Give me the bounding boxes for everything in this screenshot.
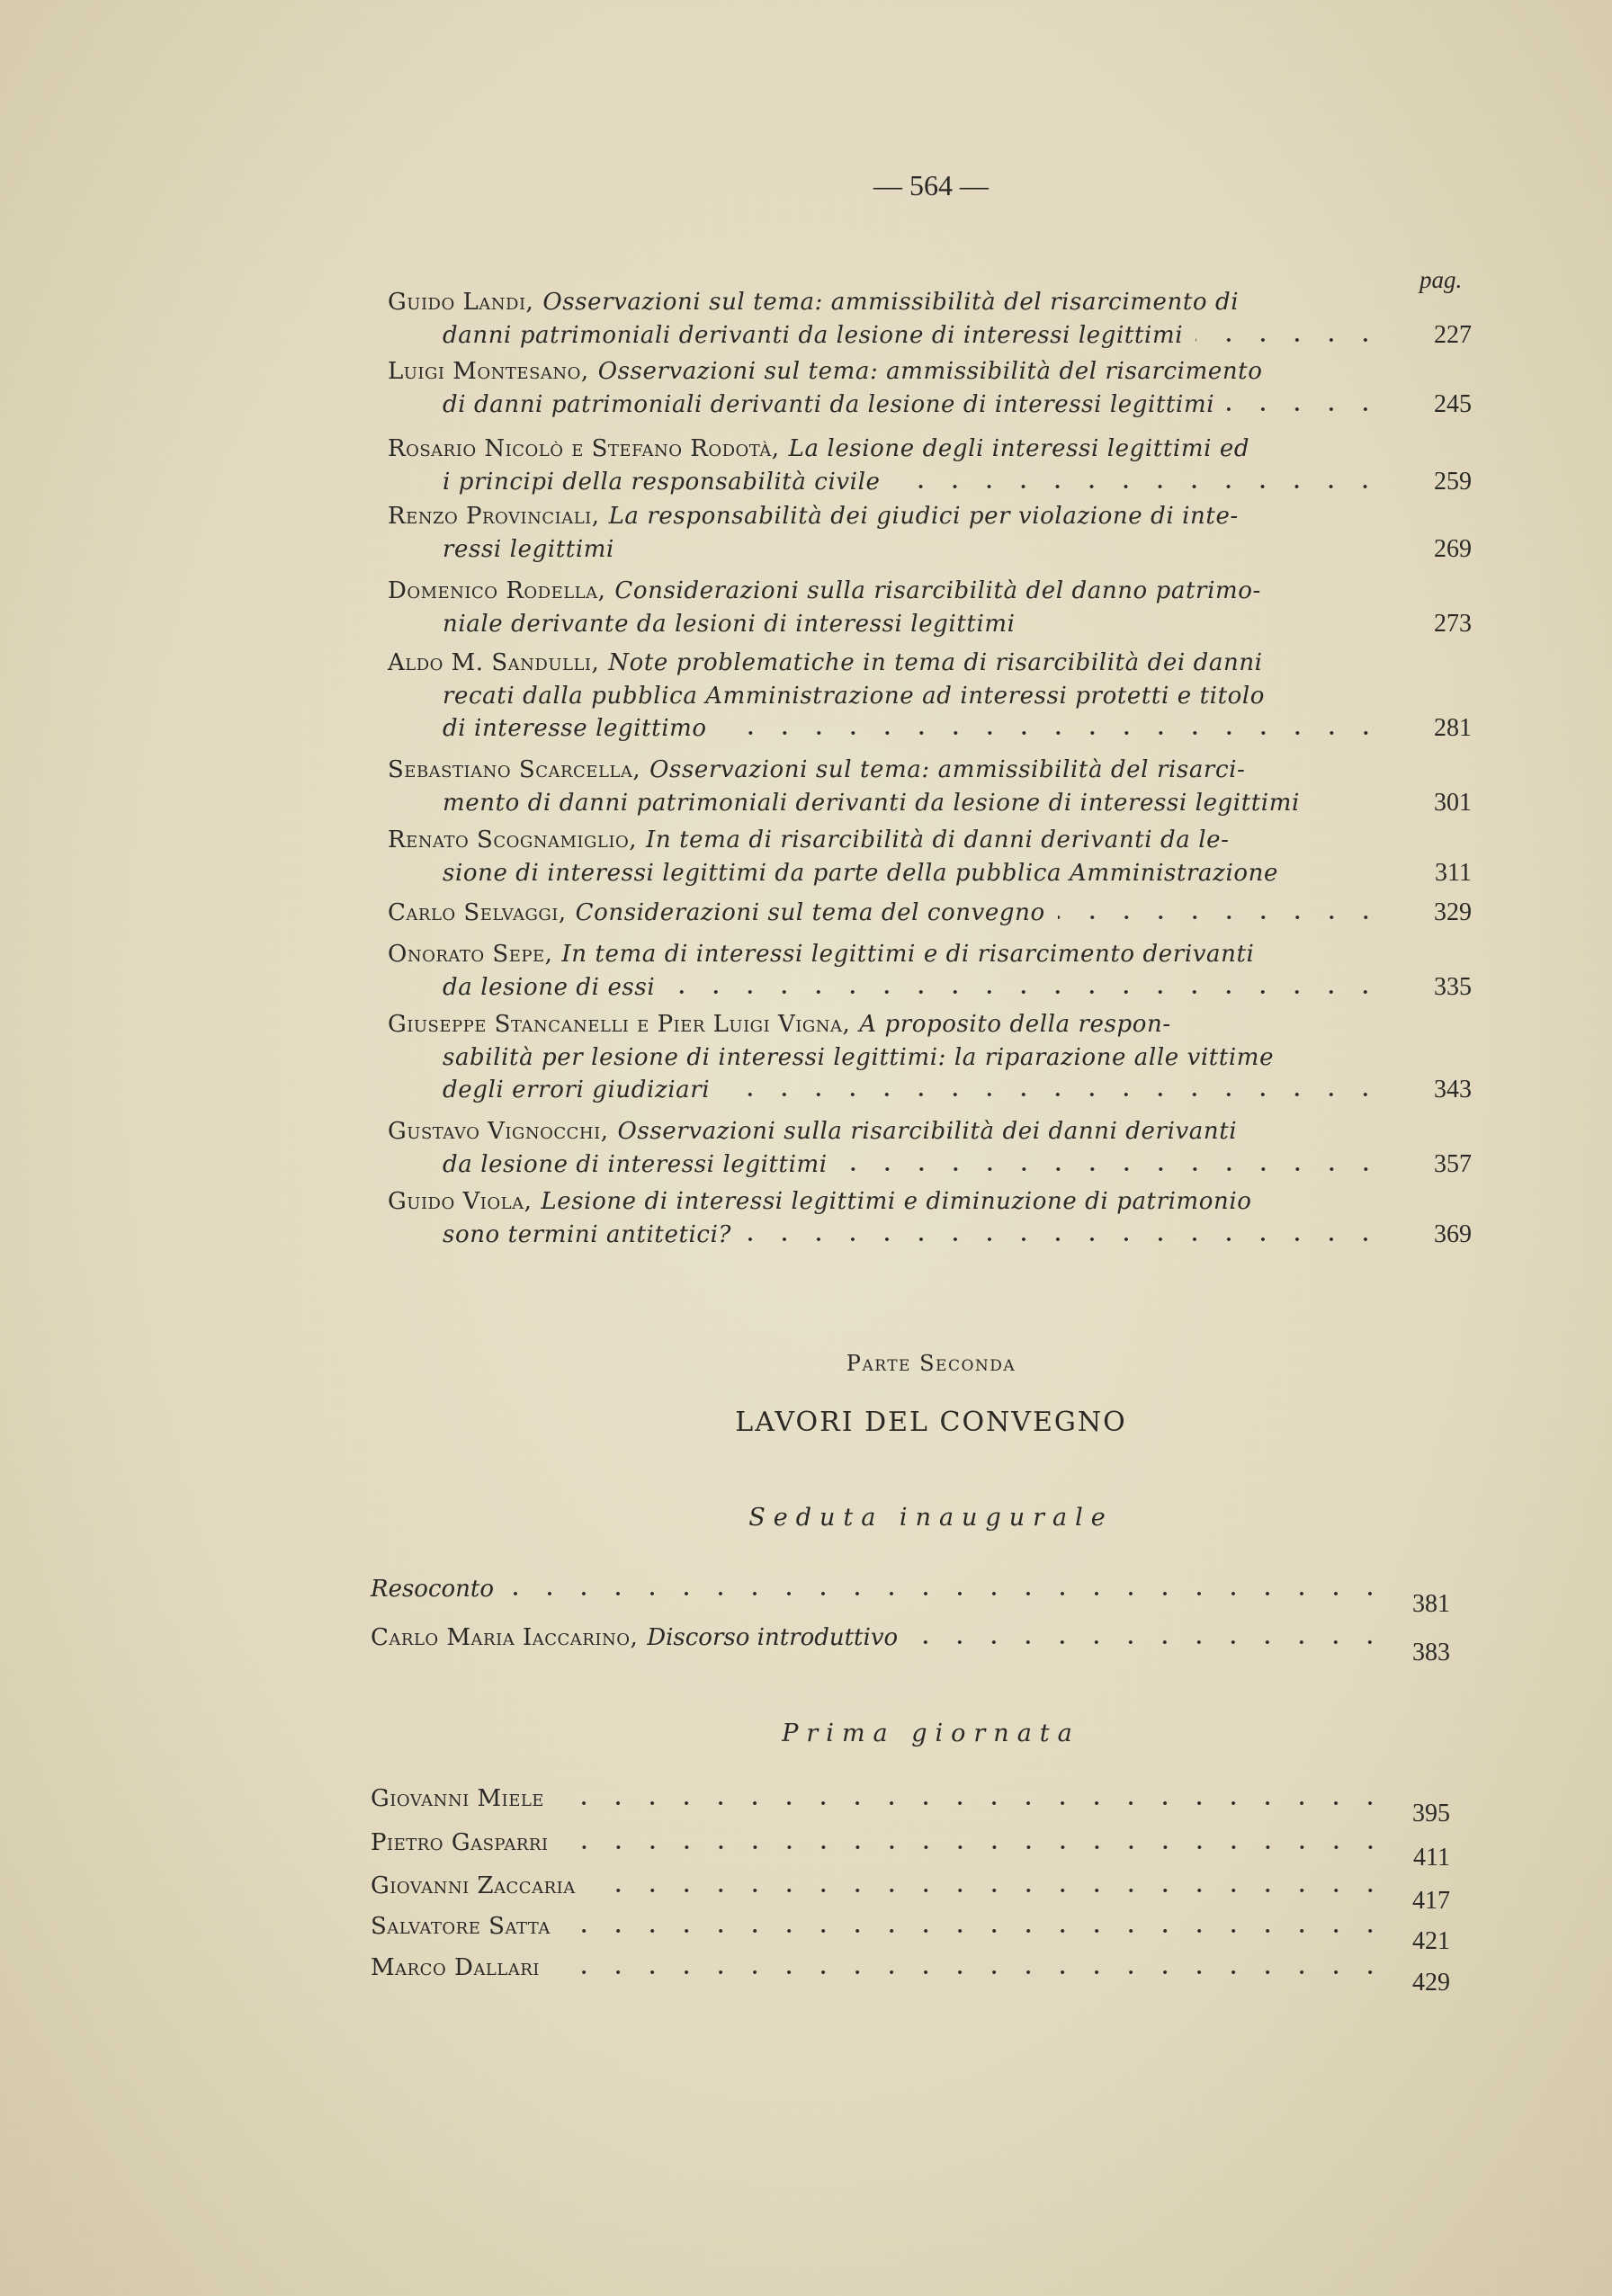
entry-author: Marco Dallari (371, 1954, 540, 1981)
entry-page-number: 343 (1434, 1076, 1472, 1103)
entry-page-number: 269 (1434, 534, 1472, 563)
entry-title: ressi legittimi (443, 535, 614, 563)
entry-page-number: 227 (1434, 320, 1472, 349)
entry-title: di danni patrimoniali derivanti da lesione di interessi legittimi (443, 390, 1215, 418)
dot-leader (910, 1639, 1387, 1645)
entry-page-number: 429 (1412, 1969, 1450, 1997)
toc-entry (388, 647, 1472, 746)
entry-line (443, 533, 1388, 567)
dot-leader (506, 1591, 1387, 1596)
toc-entry (388, 500, 1472, 566)
prima-entry (371, 1913, 1450, 1955)
entry-line (388, 1008, 1388, 1041)
entry-page-number: 281 (1434, 714, 1472, 742)
entry-author: Rosario Nicolò e Stefano Rodotà, (388, 435, 780, 462)
entry-line (443, 857, 1388, 890)
entry-author: Aldo M. Sandulli, (388, 649, 600, 676)
entry-author: Salvatore Satta (371, 1913, 551, 1940)
entry-title: Considerazioni sul tema del convegno (575, 899, 1045, 926)
entry-author: Domenico Rodella, (388, 577, 606, 604)
dot-leader (561, 1970, 1387, 1975)
page-number: — 564 — (873, 169, 989, 201)
part-label: Parte Seconda (846, 1351, 1016, 1376)
toc-entry (388, 286, 1472, 352)
entry-title: La responsabilità dei giudici per violazione di inte- (608, 503, 1239, 530)
entry-title: A proposito della respon- (859, 1011, 1171, 1038)
entry-page-number: 411 (1413, 1844, 1450, 1872)
entry-title: da lesione di essi (443, 973, 656, 1001)
entry-title: sono termini antitetici? (443, 1220, 732, 1248)
entry-title: i principi della responsabilità civile (443, 468, 881, 496)
entry-line (443, 389, 1388, 422)
entry-title: sabilità per lesione di interessi legittimi: la riparazione alle vittime (443, 1043, 1275, 1071)
dot-leader (667, 989, 1383, 995)
entry-title: mento di danni patrimoniali derivanti da lesione di interessi legittimi (443, 789, 1300, 817)
entry-author: Luigi Montesano, (388, 358, 589, 385)
entry-line (388, 754, 1388, 787)
entry-author: Pietro Gasparri (371, 1829, 549, 1856)
entry-title: Osservazioni sul tema: ammissibilità del risarcimento (597, 358, 1263, 385)
entry-title: Osservazioni sul tema: ammissibilità del risarci- (649, 756, 1246, 783)
entry-page-number: 417 (1412, 1887, 1450, 1915)
entry-author: Giovanni Miele (371, 1785, 544, 1812)
entry-line (388, 897, 1388, 930)
prima-entry (371, 1872, 1450, 1915)
part-title: LAVORI DEL CONVEGNO (735, 1407, 1127, 1438)
entry-page-number: 395 (1412, 1800, 1450, 1827)
entry-line (388, 647, 1388, 680)
entry-line (388, 938, 1388, 971)
entry-title: La lesione degli interessi legittimi ed (788, 435, 1250, 462)
prima-entry (371, 1785, 1450, 1827)
entry-author: Giuseppe Stancanelli e Pier Luigi Vigna, (388, 1011, 851, 1038)
entry-page-number: 301 (1434, 788, 1472, 817)
dot-leader (1058, 915, 1383, 920)
entry-author: Renato Scognamiglio, (388, 826, 637, 853)
toc-entry (388, 1185, 1472, 1251)
entry-title: Osservazioni sulla risarcibilità dei danni derivanti (617, 1118, 1238, 1145)
toc-entry (388, 897, 1472, 930)
toc-entry (388, 1008, 1472, 1107)
entry-line (388, 575, 1388, 608)
entry-page-number: 273 (1434, 609, 1472, 638)
toc-entry (388, 824, 1472, 889)
toc-entry (388, 754, 1472, 819)
dot-leader (570, 1845, 1387, 1850)
entry-title: danni patrimoniali derivanti da lesione di interessi legittimi (443, 321, 1184, 349)
entry-page-number: 245 (1434, 389, 1472, 418)
dot-leader (720, 730, 1383, 736)
entry-author: Carlo Selvaggi, (388, 899, 567, 926)
pag-column-label: pag. (1419, 266, 1463, 293)
prima-heading: Prima giornata (782, 1720, 1080, 1747)
seduta-heading: Seduta inaugurale (748, 1504, 1114, 1532)
dot-leader (597, 1888, 1387, 1893)
entry-page-number: 421 (1412, 1927, 1450, 1955)
entry-title: da lesione di interessi legittimi (443, 1150, 828, 1178)
entry-line (443, 712, 1388, 746)
dot-leader (572, 1928, 1387, 1934)
toc-entry (388, 433, 1472, 498)
entry-page-number: 381 (1412, 1590, 1450, 1618)
entry-line (443, 787, 1388, 820)
entry-page-number: 335 (1434, 972, 1472, 1001)
entry-author: Renzo Provinciali, (388, 503, 600, 530)
entry-author: Onorato Sepe, (388, 941, 553, 968)
entry-author: Sebastiano Scarcella, (388, 756, 641, 783)
entry-title: Discorso introduttivo (647, 1624, 899, 1651)
entry-line (388, 433, 1388, 466)
dot-leader (892, 484, 1383, 489)
dot-leader (744, 1237, 1383, 1242)
entry-line (388, 824, 1388, 857)
entry-line (443, 1074, 1388, 1107)
entry-page-number: 357 (1434, 1149, 1472, 1178)
entry-line (443, 608, 1388, 641)
entry-line (443, 319, 1388, 353)
entry-title: di interesse legittimo (443, 715, 707, 742)
entry-page-number: 369 (1434, 1219, 1472, 1248)
dot-leader (566, 1800, 1387, 1806)
entry-line (443, 971, 1388, 1005)
entry-title: Resoconto (371, 1576, 495, 1603)
entry-title: sione di interessi legittimi da parte della pubblica Amministrazione (443, 859, 1278, 887)
entry-line (388, 500, 1388, 533)
entry-author: Guido Landi, (388, 289, 534, 316)
seduta-entry (371, 1576, 1450, 1618)
entry-page-number: 311 (1435, 858, 1472, 887)
entry-page-number: 383 (1412, 1639, 1450, 1666)
toc-entry (388, 355, 1472, 421)
entry-line (388, 355, 1388, 389)
prima-entry (371, 1829, 1450, 1872)
seduta-entry (371, 1624, 1450, 1666)
entry-title: degli errori giudiziari (443, 1077, 711, 1103)
entry-title: Note problematiche in tema di risarcibilità dei danni (608, 649, 1263, 676)
entry-page-number: 329 (1434, 898, 1472, 926)
dot-leader (1196, 337, 1383, 343)
entry-author: Guido Viola, (388, 1188, 533, 1215)
dot-leader (840, 1166, 1383, 1172)
entry-line (388, 1115, 1388, 1148)
toc-entry (388, 575, 1472, 640)
entry-line (443, 1219, 1388, 1252)
entry-line (443, 680, 1388, 713)
entry-title: Osservazioni sul tema: ammissibilità del risarcimento di (542, 289, 1240, 316)
entry-author: Giovanni Zaccaria (371, 1872, 576, 1899)
entry-title: niale derivante da lesioni di interessi legittimi (443, 610, 1016, 638)
entry-title: recati dalla pubblica Amministrazione ad interessi protetti e titolo (443, 682, 1266, 710)
entry-title: In tema di risarcibilità di danni derivanti da le- (645, 826, 1230, 853)
entry-author: Gustavo Vignocchi, (388, 1118, 609, 1145)
entry-title: Considerazioni sulla risarcibilità del danno patrimo- (614, 577, 1261, 604)
entry-title: In tema di interessi legittimi e di risarcimento derivanti (561, 941, 1255, 968)
prima-entry (371, 1954, 1450, 1997)
toc-entry (388, 1115, 1472, 1181)
dot-leader (722, 1092, 1383, 1097)
entry-title: Lesione di interessi legittimi e diminuzione di patrimonio (541, 1188, 1252, 1215)
entry-line (443, 466, 1388, 499)
entry-line (388, 1185, 1388, 1219)
entry-line (443, 1041, 1388, 1075)
entry-page-number: 259 (1434, 467, 1472, 496)
entry-author: Carlo Maria Iaccarino, (371, 1624, 639, 1651)
dot-leader (1227, 406, 1383, 412)
toc-entry (388, 938, 1472, 1004)
entry-line (388, 286, 1388, 319)
entry-line (443, 1148, 1388, 1182)
